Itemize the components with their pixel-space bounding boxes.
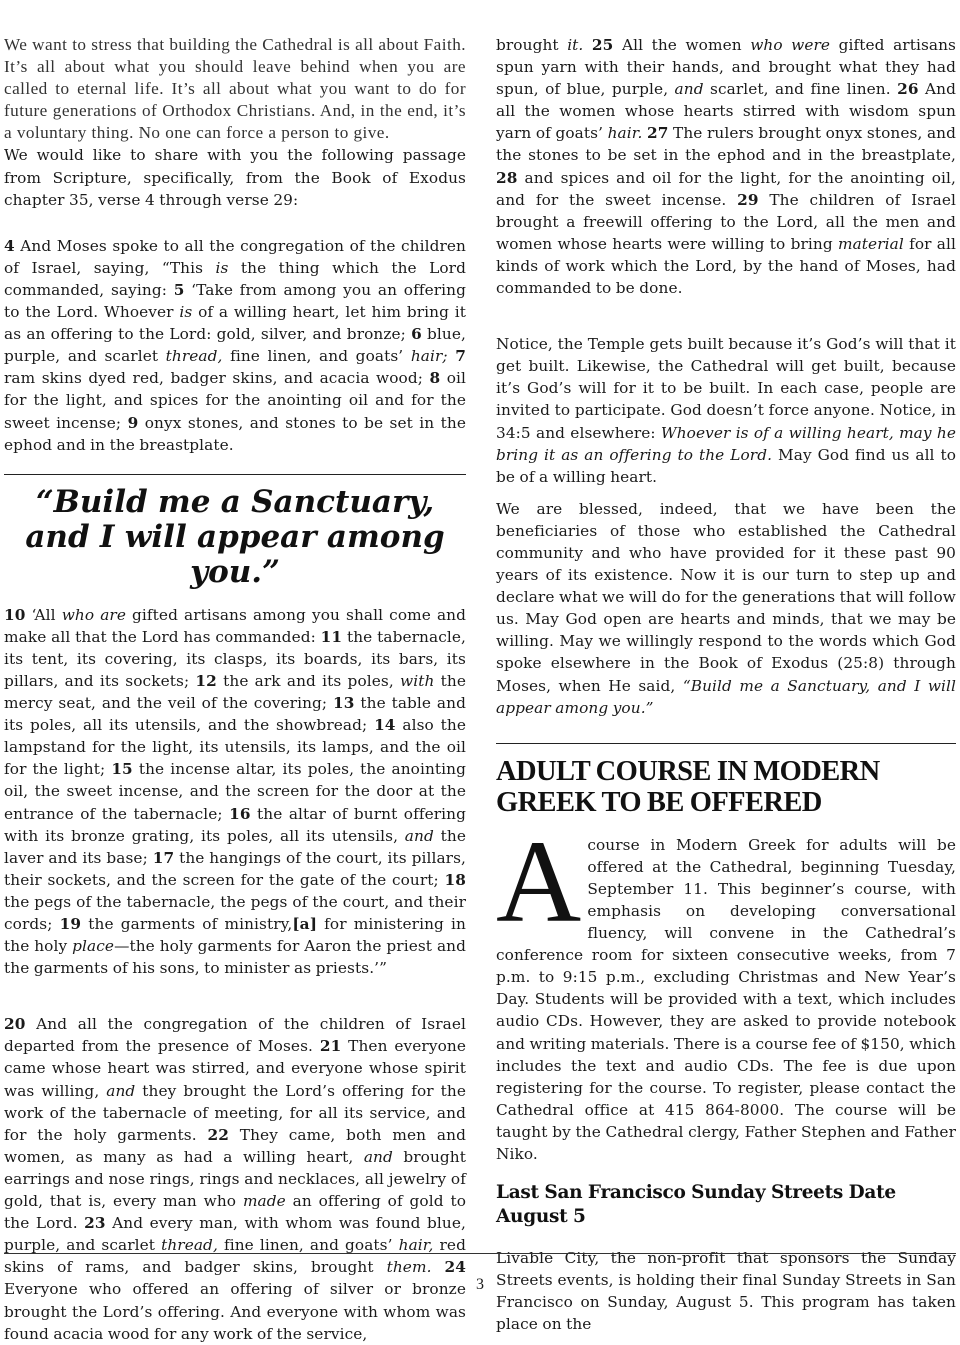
footnote-link[interactable]: [a] <box>292 915 318 933</box>
verse-number: 24 <box>444 1258 467 1277</box>
verse-text: the mercy seat, and the veil of the covering; <box>4 671 466 713</box>
verse-text: the incense altar, its poles, the anointing oil, the sweet incense, and the screen for the door at the entrance of the tabernacle; <box>4 760 466 823</box>
right-column <box>496 34 956 1336</box>
blessed-paragraph <box>496 498 956 719</box>
verse-italic: and <box>404 826 434 845</box>
verse-text <box>583 36 592 54</box>
scripture-verses-10-19 <box>4 604 466 980</box>
verse-number: 11 <box>320 627 343 646</box>
verse-text: the pegs of the tabernacle, the pegs of the court, and their cords; <box>4 892 466 933</box>
verse-text: brought <box>496 36 568 54</box>
paragraph-text: May God find us all to be of a willing heart. <box>496 445 957 486</box>
drop-cap: A <box>496 815 582 947</box>
verse-text: also the lampstand for the light, its utensils, its lamps, and the oil for the light; <box>4 716 466 779</box>
verse-text: an offering of gold to the Lord. <box>4 1192 466 1233</box>
verse-text: of a willing heart, let him bring it as an offering to the Lord: gold, silver, and bronze; <box>4 303 467 344</box>
divider-rule <box>4 474 466 475</box>
verse-text: And Moses spoke to all the congregation of the children of Israel, saying, “This <box>4 236 466 277</box>
scripture-verses-4-9 <box>4 235 466 456</box>
page-number: 3 <box>476 1276 484 1293</box>
verse-number: 21 <box>319 1037 342 1056</box>
verse-text: The rulers brought onyx stones, and the stones to be set in the ephod and in the breastplate, <box>496 124 957 165</box>
paragraph-text: course in Modern Greek for adults will be offered at the Cathedral, beginning Tuesday, September 11. This beginner’s course, with emphasis on developing conversational fluency, will convene in the Cathedral’s conference room for sixteen consecutive weeks, from 7 p.m. to 9:15 p.m., excluding Christmas and New Year’s Day. Students will be provided with a text, which includes audio CDs. However, they are asked to provide notebook and writing materials. There is a course fee of $150, which includes the text and audio CDs. The fee is due upon registering for the course. To register, please contact the Cathedral office at 415 864-8000. The course will be taught by the Cathedral clergy, Father Stephen and Father Niko. <box>496 835 956 1164</box>
verse-text: scarlet, and fine linen. <box>703 80 898 99</box>
verse-number: 23 <box>84 1214 106 1233</box>
verse-text: fine linen, and goats’ <box>222 347 411 366</box>
article-headline: ADULT COURSE IN MODERN GREEK TO BE OFFERED <box>496 755 880 818</box>
course-paragraph <box>496 815 956 1165</box>
verse-italic: thread, <box>161 1236 218 1255</box>
verse-italic: them. <box>386 1258 432 1277</box>
verse-number: 8 <box>429 369 441 388</box>
verse-text: The children of Israel brought a freewill offering to the Lord, all the men and women whose hearts were willing to bring <box>496 190 956 253</box>
verse-text: ram skins dyed red, badger skins, and acacia wood; <box>4 369 430 388</box>
verse-text: brought earrings and nose rings, rings and necklaces, all jewelry of gold, that is, every man who <box>4 1147 466 1211</box>
verse-number: 28 <box>496 168 518 187</box>
verse-number: 25 <box>591 36 614 54</box>
verse-text: And every man, with whom was found blue, purple, and scarlet <box>4 1214 466 1255</box>
verse-number: 16 <box>229 804 251 823</box>
verse-italic: hair. <box>607 124 643 143</box>
verse-text: blue, purple, and scarlet <box>4 325 466 366</box>
intro-paragraph: We want to stress that building the Cathedral is all about Faith. It’s all about what you should leave behind when you are called to eternal life. It’s all about what you want to do for future generations of Orthodox Christians. And, in the end, it’s a voluntary thing. No one can force a person to give. <box>4 35 466 143</box>
verse-text: Everyone who offered an offering of silver or bronze brought the Lord’s offering. And everyone with whom was found acacia wood for any work of the service, <box>4 1280 466 1343</box>
verse-number: 13 <box>333 694 355 713</box>
verse-text: They came, both men and women, as many as had a willing heart, <box>4 1125 466 1166</box>
verse-number: 15 <box>111 760 133 779</box>
verse-italic: and <box>363 1147 393 1166</box>
verse-italic: place <box>72 937 115 956</box>
paragraph-text: Notice, the Temple gets built because it’s God’s will that it get built. Likewise, the Cathedral will get built, because it’s God’s will for it to be built. In each case, people are invited to participate. God doesn’t force anyone. Notice, in 34:5 and elsewhere: <box>496 335 956 442</box>
verse-text: oil for the light, and spices for the anointing oil and for the sweet incense; <box>4 369 467 432</box>
scripture-verses-25-29 <box>496 34 956 299</box>
verse-number: 10 <box>4 605 26 624</box>
verse-number: 12 <box>195 671 217 690</box>
verse-italic: who were <box>750 36 831 54</box>
verse-italic: is <box>215 258 229 277</box>
paragraph-text: We are blessed, indeed, that we have been the beneficiaries of those who established the Cathedral community and who have provided for it these past 90 years of its existence. Now it is our turn to step up and declare what we will do for the generations that will follow us. May God open are hearts and minds, that we may be willing. May we willingly respond to the words which God spoke elsewhere in the Book of Exodus (25:8) through Moses, when He said, <box>496 499 956 695</box>
verse-italic: hair, <box>398 1236 434 1255</box>
verse-text: ‘Take from among you an offering to the Lord. Whoever <box>4 280 466 322</box>
verse-number: 5 <box>173 280 185 299</box>
verse-text: onyx stones, and stones to be set in the ephod and in the breastplate. <box>4 413 466 454</box>
verse-text: All the women <box>613 36 751 54</box>
verse-text: the garments of ministry, <box>81 915 293 933</box>
scripture-verses-20-24 <box>4 1013 466 1344</box>
left-column <box>4 34 466 1345</box>
verse-italic: hair; <box>410 347 448 366</box>
verse-number: 22 <box>207 1125 229 1144</box>
livable-city-paragraph: Livable City, the non-profit that sponsors the Sunday Streets events, is holding their final Sunday Streets in San Francisco on Sunday, August 5. This program has taken place on the <box>496 1249 956 1334</box>
verse-text: And all the women whose hearts stirred with wisdom spun yarn of goats’ <box>496 80 956 143</box>
verse-italic: who are <box>61 605 126 624</box>
notice-paragraph <box>496 333 956 488</box>
verse-italic: is <box>179 303 193 322</box>
verse-text: for all kinds of work which the Lord, by the hand of Moses, had commanded to be done. <box>496 234 956 298</box>
verse-italic: it. <box>567 36 584 54</box>
verse-text: Then everyone came whose heart was stirred, and everyone whose spirit was willing, <box>4 1037 466 1100</box>
verse-number: 7 <box>455 347 466 366</box>
verse-number: 29 <box>737 190 759 209</box>
verse-italic: made <box>242 1192 286 1211</box>
verse-italic: with <box>400 671 435 690</box>
verse-text: the hangings of the court, its pillars, their sockets, and the screen for the gate of the court; <box>4 848 467 889</box>
verse-number: 9 <box>127 413 139 432</box>
verse-text: red skins of rams, and badger skins, brought <box>4 1236 466 1277</box>
verse-text: —the holy garments for Aaron the priest and the garments of his sons, to minister as priests.’” <box>4 937 467 978</box>
verse-text: ‘All <box>25 605 62 624</box>
verse-text: the laver and its base; <box>4 826 466 867</box>
verse-number: 19 <box>59 915 82 933</box>
paragraph-italic: Whoever is of a willing heart, may he bring it as an offering to the Lord. <box>496 423 956 464</box>
footer-rule <box>4 1253 956 1254</box>
pull-quote: “Build me a Sanctuary, and I will appear among you.” <box>25 483 445 590</box>
verse-text: the table and its poles, all its utensils, and the showbread; <box>4 694 466 735</box>
verse-number: 20 <box>4 1015 26 1034</box>
verse-italic: material <box>837 234 904 253</box>
verse-italic: and <box>106 1081 136 1100</box>
verse-text: and spices and oil for the light, for the anointing oil, and for the sweet incense. <box>496 168 956 209</box>
divider-rule <box>496 743 956 744</box>
verse-text: the tabernacle, its tent, its covering, its clasps, its boards, its bars, its pillars, and its sockets; <box>4 627 466 690</box>
sunday-streets-subhead: Last San Francisco Sunday Streets Date August 5 <box>496 1182 896 1228</box>
verse-text: they brought the Lord’s offering for the work of the tabernacle of meeting, for all its service, and for the holy garments. <box>4 1081 466 1144</box>
verse-italic: and <box>674 80 704 99</box>
verse-text <box>432 1258 445 1276</box>
verse-number: 6 <box>411 325 422 344</box>
verse-number: 14 <box>374 716 396 735</box>
verse-text: gifted artisans spun yarn with their hands, and brought what they had spun, of blue, purple, <box>496 36 957 99</box>
verse-text: fine linen, and goats’ <box>217 1236 399 1255</box>
verse-italic: thread, <box>165 347 223 366</box>
verse-number: 26 <box>897 80 919 99</box>
verse-number: 27 <box>647 124 669 143</box>
verse-number: 4 <box>4 236 15 255</box>
verse-text: the altar of burnt offering with its bronze grating, its poles, all its utensils, <box>4 804 466 845</box>
verse-text: the ark and its poles, <box>216 671 401 690</box>
verse-text: gifted artisans among you shall come and make all that the Lord has commanded: <box>4 605 467 646</box>
verse-text: the thing which the Lord commanded, saying: <box>4 258 466 299</box>
verse-number: 18 <box>444 870 466 889</box>
scripture-intro-paragraph: We would like to share with you the following passage from Scripture, specifically, from the Book of Exodus chapter 35, verse 4 through verse 29: <box>4 146 466 209</box>
verse-text: And all the congregation of the children of Israel departed from the presence of Moses. <box>4 1015 466 1056</box>
verse-text: for ministering in the holy <box>4 915 466 956</box>
verse-number: 17 <box>152 848 175 867</box>
paragraph-italic: “Build me a Sanctuary, and I will appear among you.” <box>496 676 957 717</box>
